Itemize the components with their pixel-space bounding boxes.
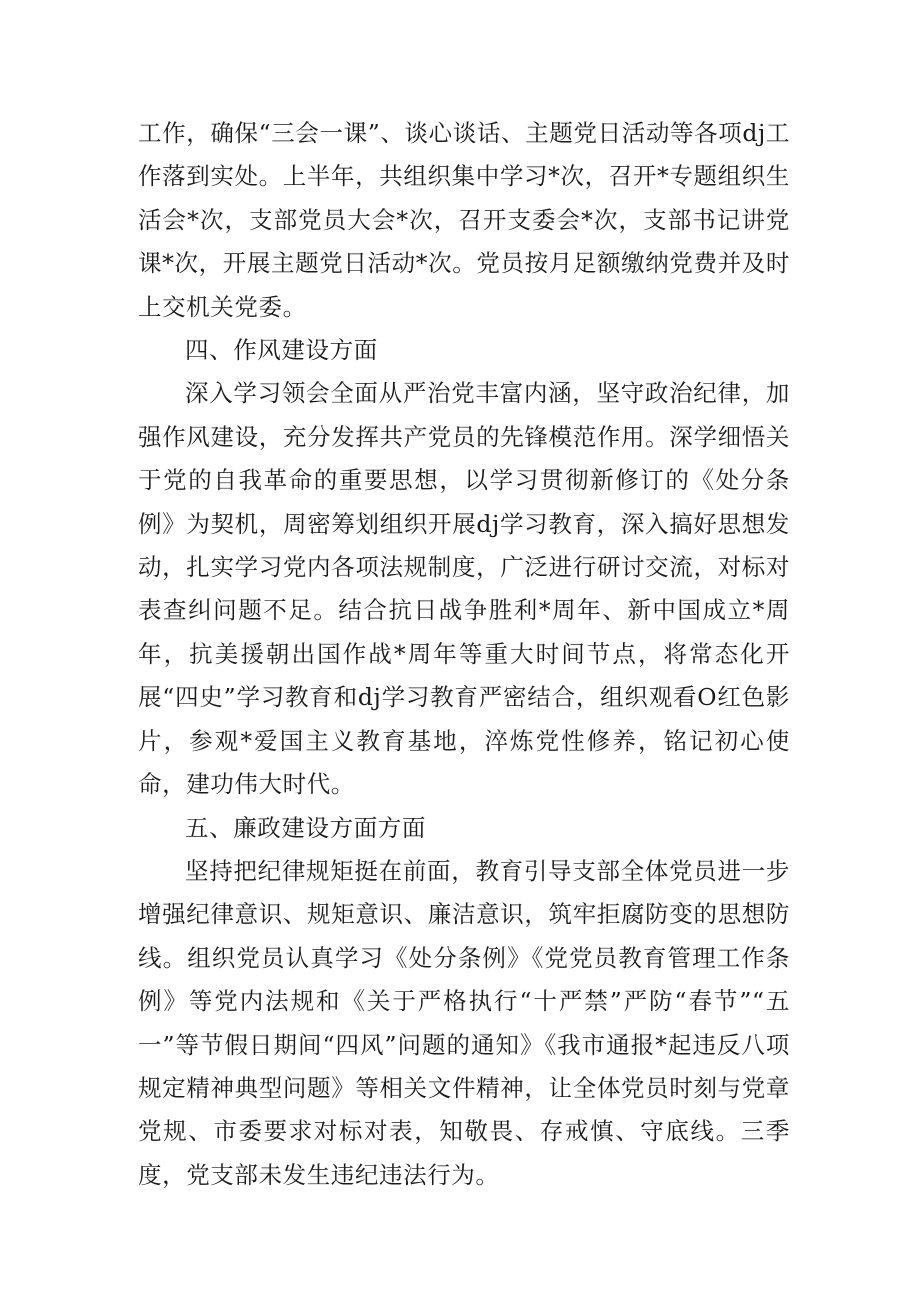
section-heading-integrity: 五、廉政建设方面方面 xyxy=(185,813,426,842)
paragraph-organization-work: 工作，确保“三会一课”、谈心谈话、主题党日活动等各项dj工作落到实处。上半年，共组织集中学习*次，召开*专题组织生活会*次，支部党员大会*次，召开支委会*次，支部书记讲党课*次，开展主题党日活动*次。党员按月足额缴纳党费并及时上交机关党委。 xyxy=(138,119,790,321)
paragraph-integrity: 坚持把纪律规矩挺在前面，教育引导支部全体党员进一步增强纪律意识、规矩意识、廉洁意识，筑牢拒腐防变的思想防线。组织党员认真学习《处分条例》《党党员教育管理工作条例》等党内法规和《关于严格执行“十严禁”严防“春节”“五一”等节假日期间“四风”问题的通知》《我市通报*起违反八项规定精神典型问题》等相关文件精神，让全体党员时刻与党章党规、市委要求对标对表，知敬畏、存戒慎、守底线。三季度，党支部未发生违纪违法行为。 xyxy=(138,856,790,1189)
paragraph-work-style: 深入学习领会全面从严治党丰富内涵，坚守政治纪律，加强作风建设，充分发挥共产党员的先锋模范作用。深学细悟关于党的自我革命的重要思想，以学习贯彻新修订的《处分条例》为契机，周密筹划组织开展dj学习教育，深入搞好思想发动，扎实学习党内各项法规制度，广泛进行研讨交流，对标对表查纠问题不足。结合抗日战争胜利*周年、新中国成立*周年，抗美援朝出国作战*周年等重大时间节点，将常态化开展“四史”学习教育和dj学习教育严密结合，组织观看O红色影片，参观*爱国主义教育基地，淬炼党性修养，铭记初心使命，建功伟大时代。 xyxy=(138,379,790,799)
document-body xyxy=(138,112,790,1197)
section-heading-work-style: 四、作风建设方面 xyxy=(185,336,378,365)
